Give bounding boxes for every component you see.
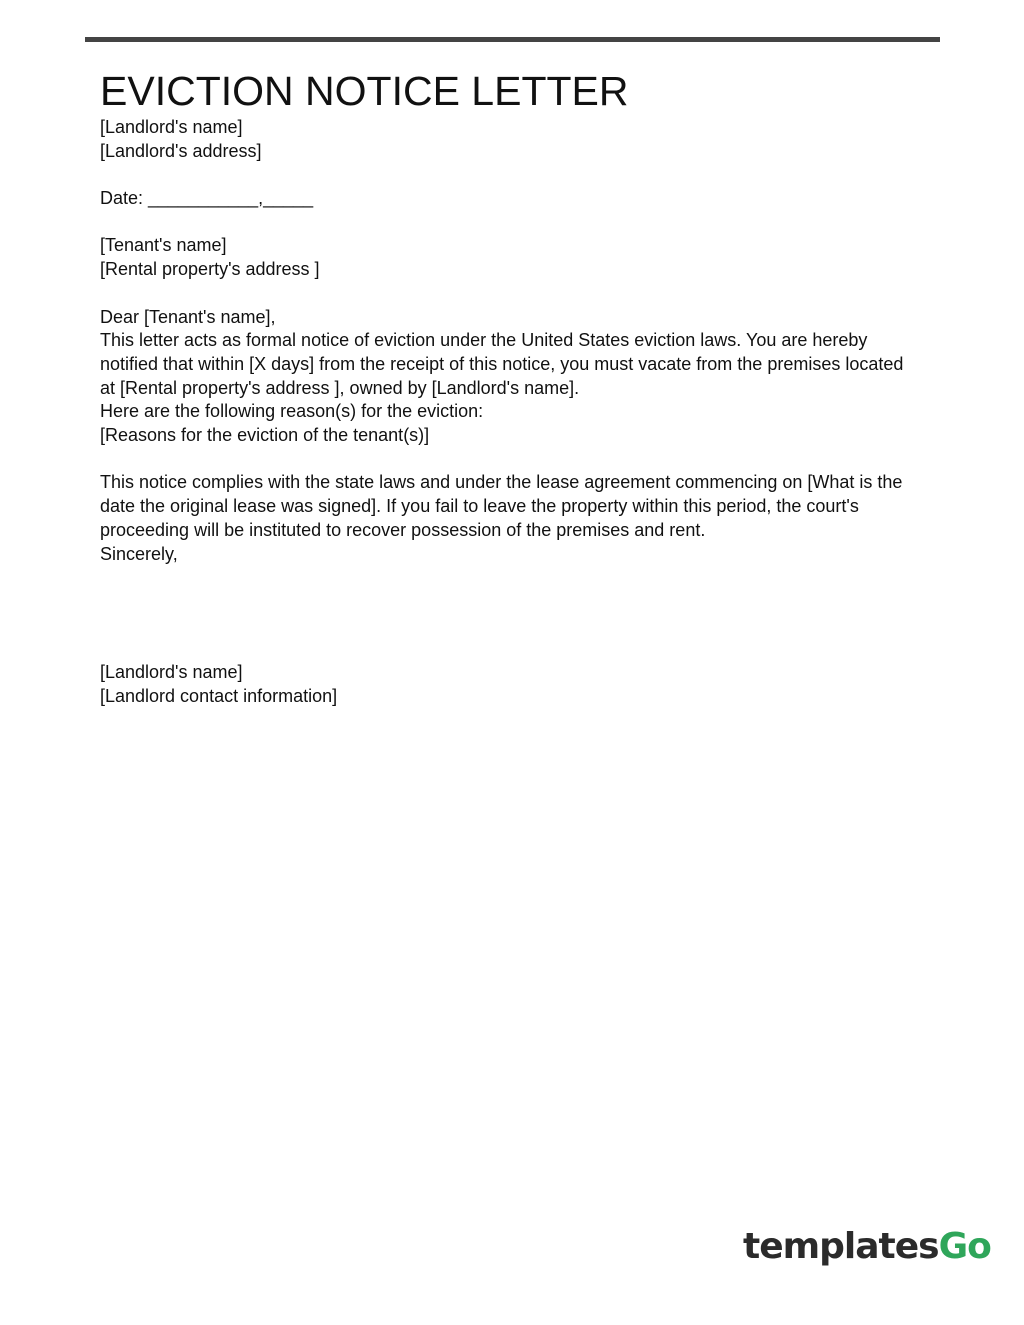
spacer <box>100 163 920 187</box>
reasons-intro: Here are the following reason(s) for the eviction: <box>100 401 484 422</box>
spacer <box>100 282 920 306</box>
templatesgo-logo <box>743 1222 991 1274</box>
page-title: EVICTION NOTICE LETTER <box>100 68 629 114</box>
body-paragraph-2: This notice complies with the state laws and under the lease agreement commencing on [What is the date the original lease was signed]. If you fail to leave the property within this period, the court's proceeding will be instituted to recover possession of the premises and rent. <box>100 472 903 540</box>
top-rule <box>85 37 940 42</box>
closing: Sincerely, <box>100 543 178 564</box>
spacer <box>100 211 920 235</box>
reasons-placeholder: [Reasons for the eviction of the tenant(s)] <box>100 425 430 446</box>
rental-address: [Rental property's address ] <box>100 259 320 280</box>
salutation: Dear [Tenant's name], <box>100 306 276 327</box>
logo-text-go: Go <box>938 1226 991 1267</box>
body-paragraph-1: This letter acts as formal notice of eviction under the United States eviction laws. You are hereby notified that within [X days] from the receipt of this notice, you must vacate from the premises located at [Rental property's address ], owned by [Landlord's name]. <box>100 330 904 398</box>
logo-text-templates: templates <box>743 1226 939 1267</box>
landlord-address: [Landlord's address] <box>100 140 262 161</box>
landlord-name: [Landlord's name] <box>100 117 243 137</box>
signature-space <box>100 566 920 661</box>
date-line: Date: ___________,_____ <box>100 188 314 209</box>
signature-name: [Landlord's name] <box>100 662 243 683</box>
signature-contact: [Landlord contact information] <box>100 686 338 706</box>
letter-body <box>100 66 920 709</box>
tenant-name: [Tenant's name] <box>100 235 227 256</box>
spacer <box>100 448 920 472</box>
